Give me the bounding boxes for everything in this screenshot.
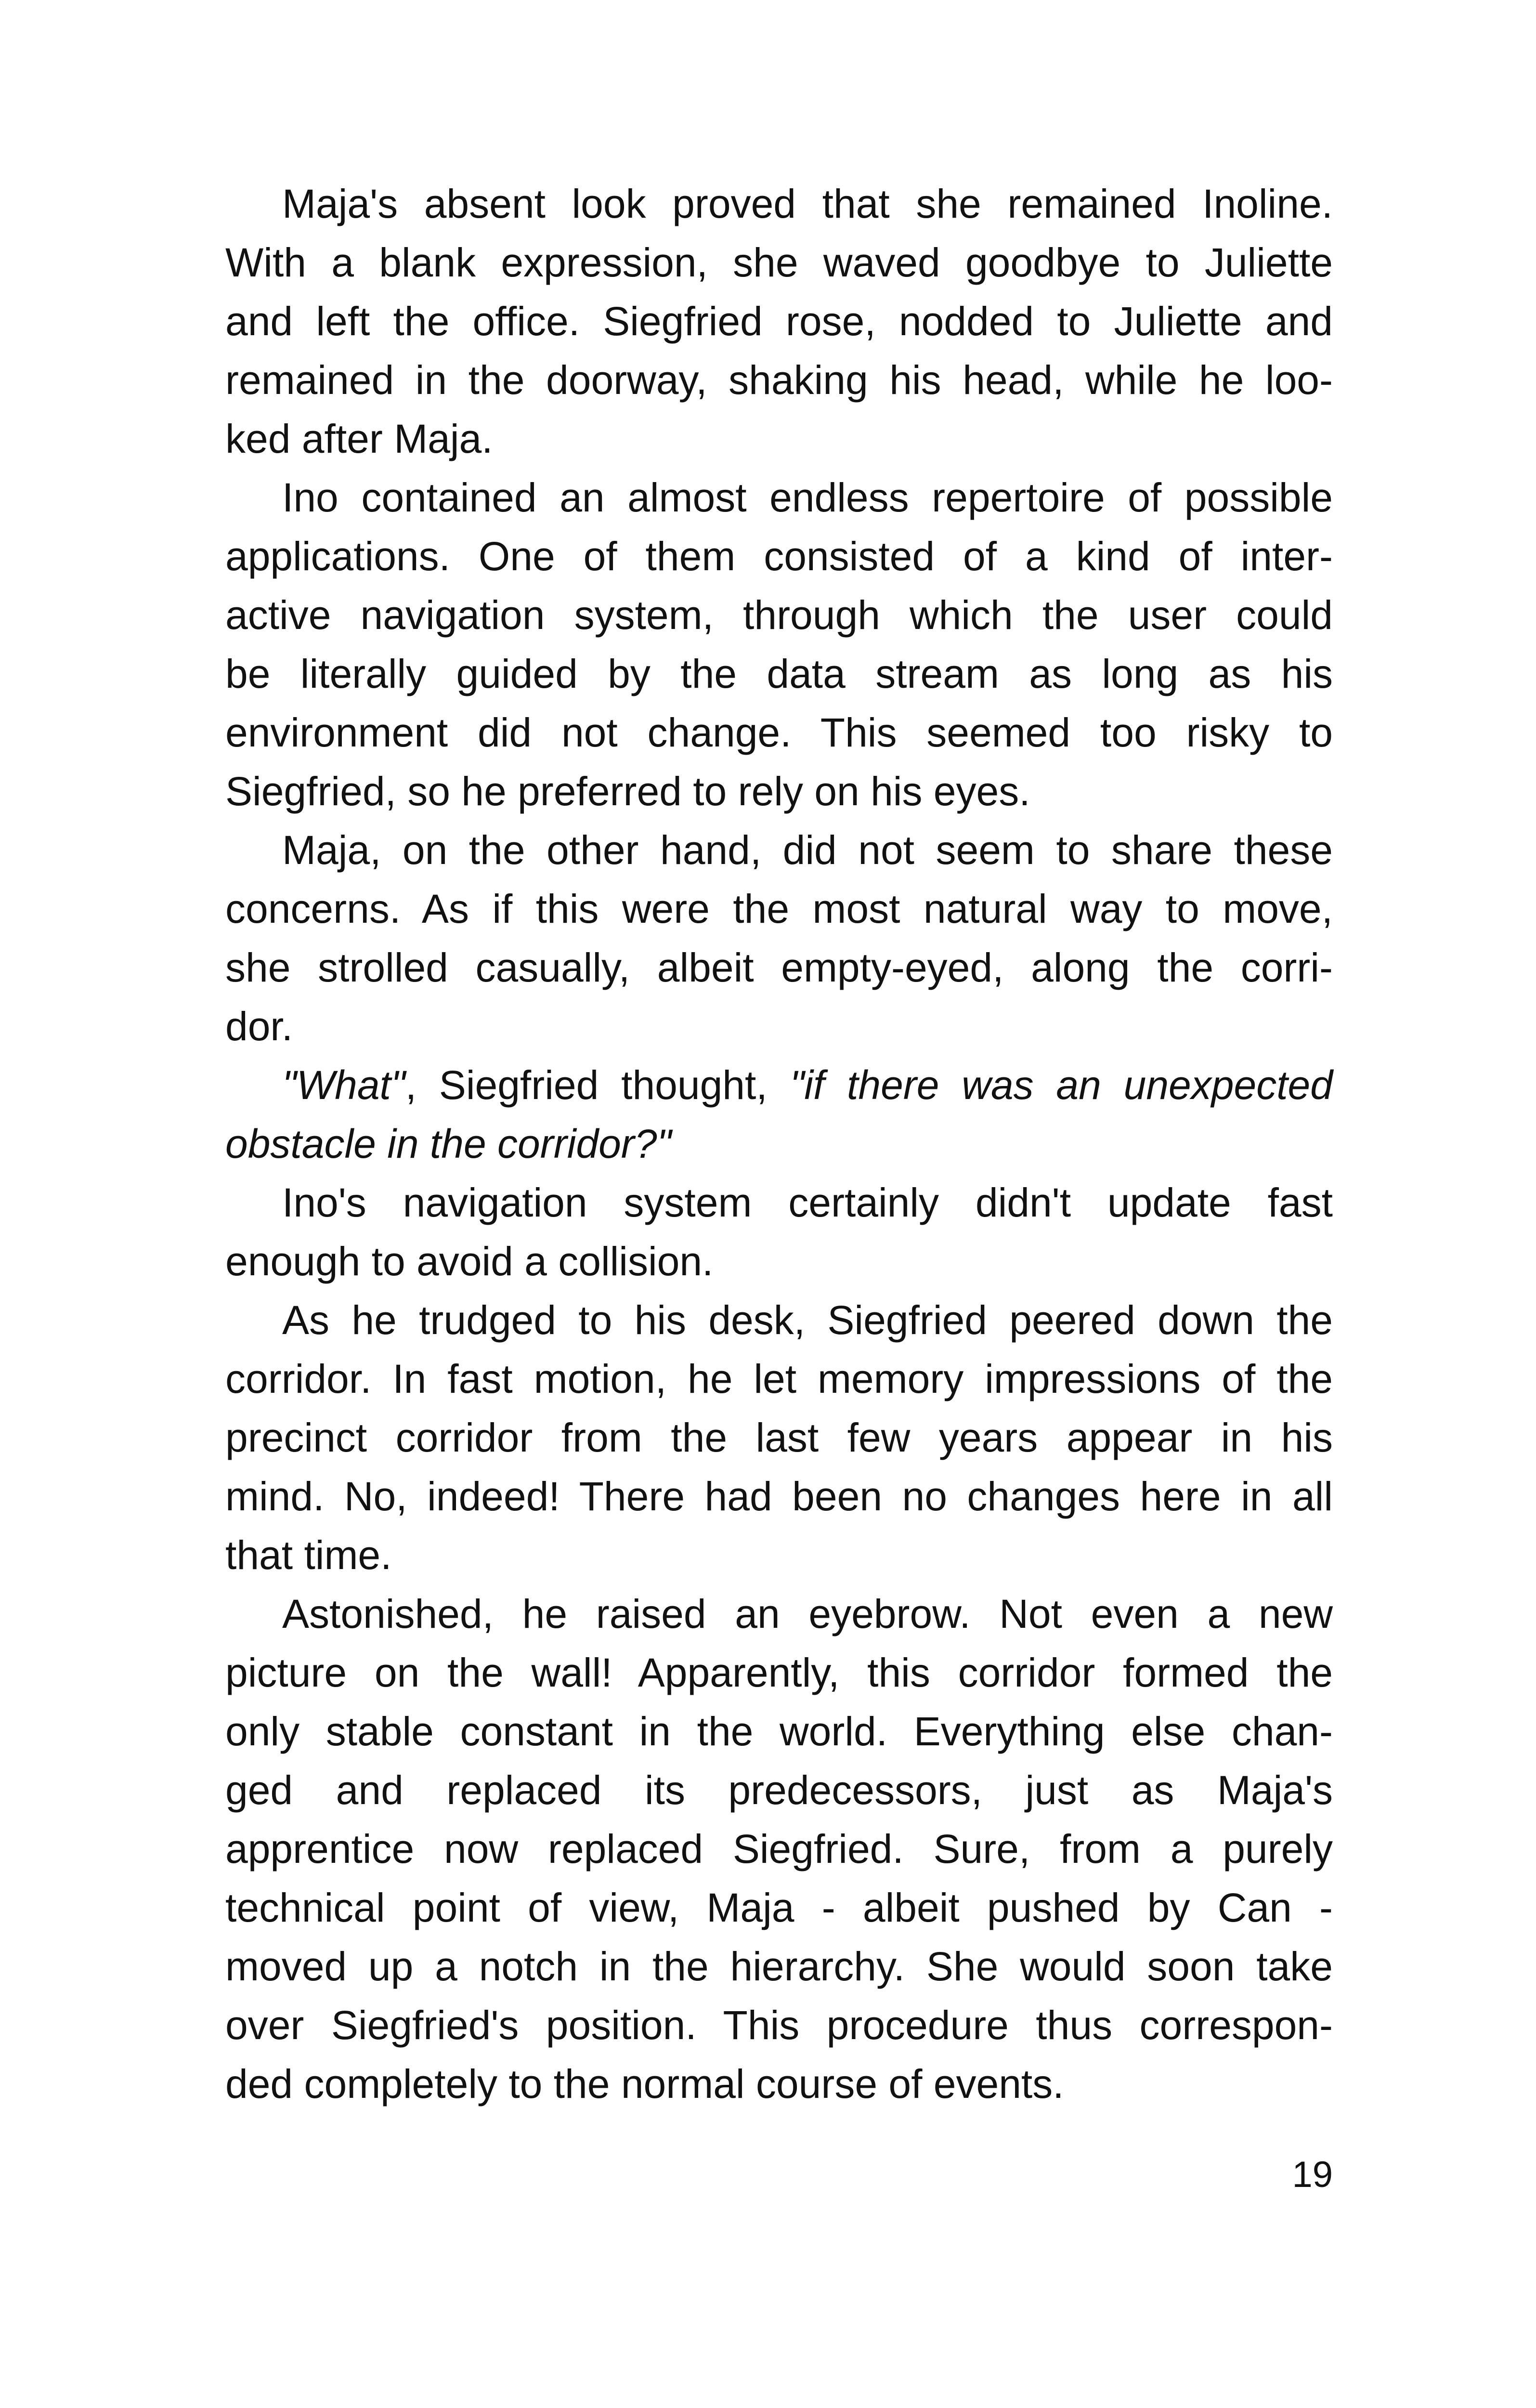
text-line: applications. One of them consisted of a kind of inter- [225,534,1333,579]
text-line: environment did not change. This seemed too risky to [225,710,1333,755]
text-line: mind. No, indeed! There had been no changes here in all [225,1474,1333,1519]
text-line: over Siegfried's position. This procedure thus correspon- [225,2002,1333,2048]
text-line: With a blank expression, she waved goodbye to Juliette [225,240,1333,285]
text-line: ked after Maja. [225,416,493,461]
text-line: Maja's absent look proved that she remained Inoline. [282,181,1333,226]
text-line: enough to avoid a collision. [225,1239,714,1284]
text-line [225,1056,1333,1114]
text-line: Ino contained an almost endless repertoire of possible [282,475,1333,520]
text-line: that time. [225,1532,392,1578]
text-line: only stable constant in the world. Everything else chan- [225,1709,1333,1754]
text-segment: , Siegfried thought, [405,1062,790,1108]
text-line: picture on the wall! Apparently, this corridor formed the [225,1650,1333,1695]
text-line: active navigation system, through which the user could [225,592,1333,638]
text-line: obstacle in the corridor?" [225,1121,672,1166]
text-segment: "What" [282,1062,405,1108]
text-line: ged and replaced its predecessors, just as Maja's [225,1767,1333,1813]
text-line: Maja, on the other hand, did not seem to share these [282,827,1333,873]
text-line: precinct corridor from the last few years appear in his [225,1415,1333,1460]
text-line: Ino's navigation system certainly didn't update fast [282,1180,1333,1225]
page-number: 19 [1292,2154,1333,2195]
text-line: she strolled casually, albeit empty-eyed, along the corri- [225,945,1333,990]
text-line: apprentice now replaced Siegfried. Sure, from a purely [225,1826,1333,1871]
text-line: corridor. In fast motion, he let memory impressions of the [225,1356,1333,1401]
text-line: moved up a notch in the hierarchy. She would soon take [225,1944,1333,1989]
text-line: Astonished, he raised an eyebrow. Not even a new [282,1591,1333,1636]
text-line: Siegfried, so he preferred to rely on his eyes. [225,769,1030,814]
text-segment: "if there was an unexpected [790,1062,1333,1108]
text-line: be literally guided by the data stream as long as his [225,651,1333,696]
text-line: dor. [225,1004,293,1049]
text-line: and left the office. Siegfried rose, nodded to Juliette and [225,299,1333,344]
text-line: remained in the doorway, shaking his head, while he loo- [225,357,1333,403]
text-line: ded completely to the normal course of events. [225,2061,1064,2107]
text-line: concerns. As if this were the most natural way to move, [225,886,1333,931]
text-line: As he trudged to his desk, Siegfried peered down the [282,1297,1333,1343]
body-text [225,174,1333,2113]
text-line: technical point of view, Maja - albeit pushed by Can - [225,1885,1333,1930]
